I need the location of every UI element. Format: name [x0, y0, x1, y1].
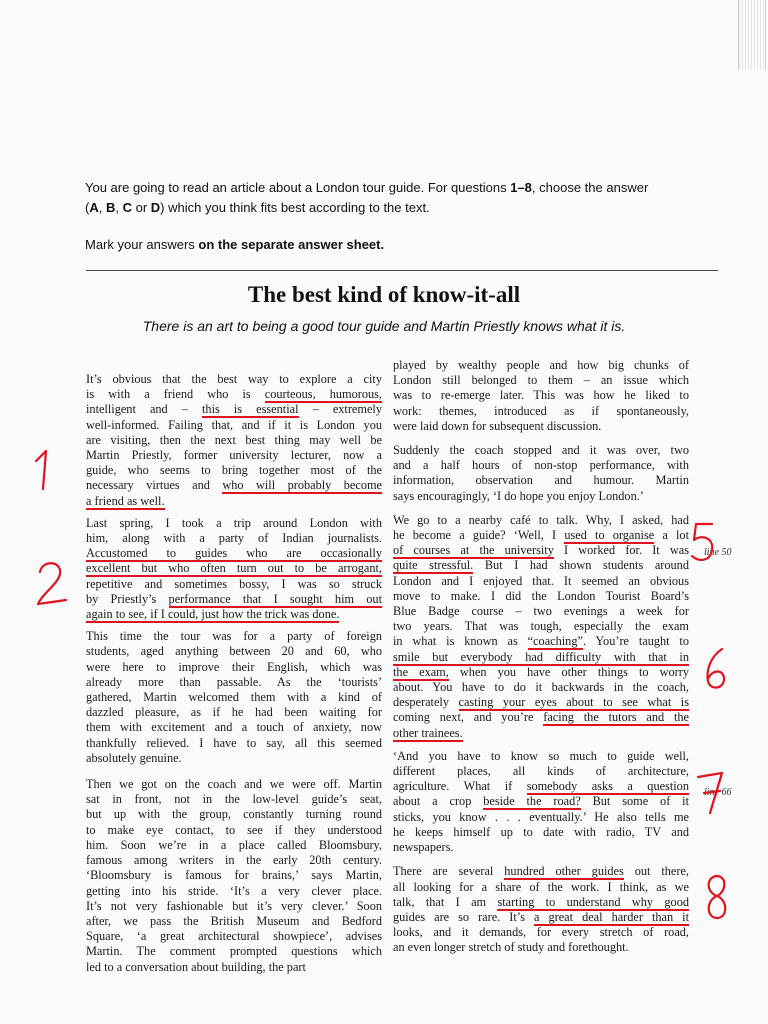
article-line: about a crop beside the road? But some of it [393, 794, 689, 809]
handwritten-6-icon [702, 645, 732, 695]
article-line: students, aged anything between 20 and 60, who [86, 644, 382, 659]
option-a: A [89, 200, 99, 215]
article-line: information, observation and humour. Martin [393, 473, 689, 488]
option-d: D [150, 200, 161, 215]
article-line: well-informed. Failing that, and if it is London you [86, 417, 382, 432]
instructions-text: You are going to read an article about a London tour guide. For questions [85, 180, 511, 195]
article-line: was to re-emerge later. This was how he liked to [393, 388, 689, 403]
red-underline: this is essential [202, 402, 299, 417]
article-line: two years. That was tough, especially the exam [393, 619, 689, 634]
article-line: him. Soon we’re in a place called Bloomsbury, [86, 837, 382, 852]
article-paragraph [393, 864, 689, 955]
article-paragraph [86, 629, 382, 766]
article-line: led to a conversation about building, the part [86, 959, 306, 974]
article-line: It’s not very fashionable but it’s very clever.’ Soon [86, 898, 382, 913]
article-paragraph [86, 372, 382, 509]
instructions-text: , choose the answer [531, 180, 649, 195]
article-paragraph [393, 749, 689, 855]
article-line: ‘And you have to know so much to guide well, [393, 748, 689, 763]
article-line: them with excitement and a touch of anxiety, now [86, 720, 382, 735]
article-line: thankfully relieved. I have to say, all this seemed [86, 735, 382, 750]
article-line: There are several hundred other guides out there, [393, 864, 689, 879]
article-line: an even longer stretch of study and forethought. [393, 940, 629, 955]
article-line: of courses at the university I worked for. It was [393, 543, 690, 558]
article-line: sticks, you know . . . eventually.’ He also tells me [393, 809, 689, 824]
article-line: the exam, when you have other things to worry [393, 664, 689, 679]
handwritten-1-icon [30, 445, 60, 495]
article-line: It’s obvious that the best way to explore a city [86, 372, 382, 386]
article-line: repetitive and sometimes bossy, I was so struck [86, 576, 382, 591]
article-line: absolutely genuine. [86, 750, 182, 765]
red-underline: starting to understand why good [497, 894, 689, 909]
red-underline: beside the road? [483, 794, 581, 809]
question-range: 1–8 [510, 180, 532, 195]
article-line: already more than passable. As the ‘tourists’ [86, 674, 382, 689]
article-line: after, we pass the British Museum and Bedford [86, 913, 382, 928]
answer-sheet-note: on the separate answer sheet. [198, 237, 385, 252]
article-line: talk, that I am starting to understand why good [393, 894, 689, 909]
article-line: to make eye contact, to see if they understood [86, 822, 382, 837]
article-line: he become a guide? ‘Well, I used to organise a lot [393, 528, 689, 543]
line-50-note: line 50 [704, 547, 732, 558]
instructions-line-1 [85, 178, 725, 198]
article-line: were laid down for subsequent discussion. [393, 418, 602, 433]
article-line: desperately casting your eyes about to see what is [393, 695, 689, 710]
article-line: London and I enjoyed that. It seemed an obvious [393, 573, 689, 588]
red-underline: somebody asks a question [526, 779, 689, 794]
article-line: famous among writers in the early 20th century. [86, 853, 382, 868]
article-line: gathered, Martin welcomed them with a kind of [86, 690, 382, 705]
article-line [393, 650, 689, 665]
article-line: looks, and it demands, for every stretch of road, [393, 925, 689, 940]
article-line [86, 607, 382, 622]
article-line [86, 561, 382, 576]
article-subtitle: There is an art to being a good tour guide and Martin Priestly knows what it is. [142, 318, 626, 334]
red-underline: of courses at the university [393, 543, 554, 558]
article-line: agriculture. What if somebody asks a question [393, 779, 689, 794]
article-line: Martin Priestly, former university lecturer, now a [86, 448, 382, 463]
red-underline: quite stressful. [393, 558, 474, 573]
article-line: but up with the group, constantly turning round [86, 807, 382, 822]
article-line: work: themes, introduced as if spontaneously, [393, 403, 689, 418]
handwritten-7-icon [694, 765, 728, 819]
article-line: coming next, and you’re facing the tutors and the [393, 710, 689, 725]
article-line: getting into his stride. ‘It’s a very clever place. [86, 883, 382, 898]
article-line: newspapers. [393, 840, 454, 855]
red-underline: facing the tutors and the [543, 710, 689, 725]
red-underline: Accustomed to guides who are occasionally [86, 546, 382, 561]
article-line: guides are so rare. It’s a great deal harder than it [393, 909, 689, 924]
red-underline: performance that I sought him out [168, 591, 382, 606]
instructions-text: ) which you think fits best according to the text. [160, 200, 430, 215]
instructions-line-2: (A, B, C or D) which you think fits best according to the text. [85, 200, 430, 215]
article-line: he keeps himself up to date with radio, TV and [393, 824, 689, 839]
option-c: C [122, 200, 132, 215]
article-line: Square, ‘a great architectural showpiece’, advises [86, 929, 382, 944]
red-underline: a great deal harder than it [534, 909, 689, 924]
red-underline: a friend as well. [86, 493, 165, 508]
article-line: Blue Badge course – two evenings a week for [393, 604, 689, 619]
article-right-column [393, 358, 689, 956]
article-line: were here to improve their English, which was [86, 659, 382, 674]
red-underline: smile but everybody had difficulty with that in [393, 649, 689, 664]
article-line: by Priestly’s performance that I sought him out [86, 591, 382, 606]
red-underline: again to see, if I could, just how the trick was done. [86, 607, 340, 622]
paren: ( [85, 200, 90, 215]
red-underline: who will probably become [222, 478, 382, 493]
article-line: are visiting, then the next best thing may well be [86, 432, 382, 447]
red-underline: used to organise [564, 528, 655, 543]
article-paragraph [393, 443, 689, 504]
article-line: him, along with a party of Indian journalists. [86, 531, 382, 546]
article-line: Then we got on the coach and we were off. Martin [86, 777, 382, 792]
article-line: says encouragingly, ‘I do hope you enjoy London.’ [393, 488, 644, 503]
red-underline: excellent but who often turn out to be arrogant, [86, 561, 382, 576]
article-line: different places, all kinds of architecture, [393, 764, 689, 779]
instructions-text: Mark your answers [85, 237, 199, 252]
article-line: and a half hours of non-stop performance, with [393, 458, 689, 473]
article-line: is with a friend who is courteous, humorous, [86, 387, 382, 402]
article-line: guide, who seems to bring together most of the [86, 463, 382, 478]
article-line: This time the tour was for a party of foreign [86, 629, 382, 644]
article-line: Martin. The comment prompted questions which [86, 944, 382, 959]
article-line: played by wealthy people and how big chunks of [393, 358, 689, 372]
red-underline: “coaching” [527, 634, 583, 649]
article-paragraph [393, 358, 689, 434]
article-line [393, 726, 689, 741]
handwritten-2-icon [32, 558, 72, 608]
article-line: Suddenly the coach stopped and it was over, two [393, 443, 689, 458]
handwritten-5-icon [688, 518, 718, 568]
divider-rule [86, 270, 718, 271]
article-line: ‘Bloomsbury is famous for brains,’ says Martin, [86, 868, 382, 883]
option-b: B [105, 200, 116, 215]
article-line: We go to a nearby café to talk. Why, I asked, had [393, 512, 689, 527]
article-paragraph [393, 513, 689, 741]
article-line: in what is known as “coaching”. You’re taught to [393, 634, 689, 649]
red-underline: hundred other guides [504, 864, 624, 879]
red-underline: other trainees. [393, 725, 463, 740]
red-underline: the exam, [393, 664, 449, 679]
article-line: London still belonged to them – an issue which [393, 373, 689, 388]
article-line [86, 546, 382, 561]
article-line: all looking for a share of the work. I think, as we [393, 879, 689, 894]
article-paragraph [86, 777, 382, 975]
article-line: necessary virtues and who will probably become [86, 478, 382, 493]
article-title: The best kind of know-it-all [247, 282, 521, 307]
or-text: or [131, 200, 151, 215]
red-underline: courteous, humorous, [264, 387, 382, 402]
article-paragraph [86, 516, 382, 622]
instructions-line-3 [85, 235, 725, 255]
scanner-edge-strip [738, 0, 766, 70]
article-line: sat in front, not in the low-level guide’s seat, [86, 792, 382, 807]
article-line: intelligent and – this is essential – extremely [86, 402, 382, 417]
article-line: quite stressful. But I had shown students around [393, 558, 689, 573]
article-line: about. You have to do it backwards in the coach, [393, 680, 689, 695]
article-line: dazzled pleasure, as if he had been waiting for [86, 705, 382, 720]
article-line: move to make. I did the London Tourist Board’s [393, 588, 689, 603]
article-left-column [86, 372, 382, 975]
line-66-note: line 66 [704, 787, 732, 798]
article-line: Last spring, I took a trip around London with [86, 515, 382, 530]
red-underline: casting your eyes about to see what is [458, 695, 689, 710]
article-line [86, 494, 382, 509]
handwritten-8-icon [702, 872, 732, 924]
